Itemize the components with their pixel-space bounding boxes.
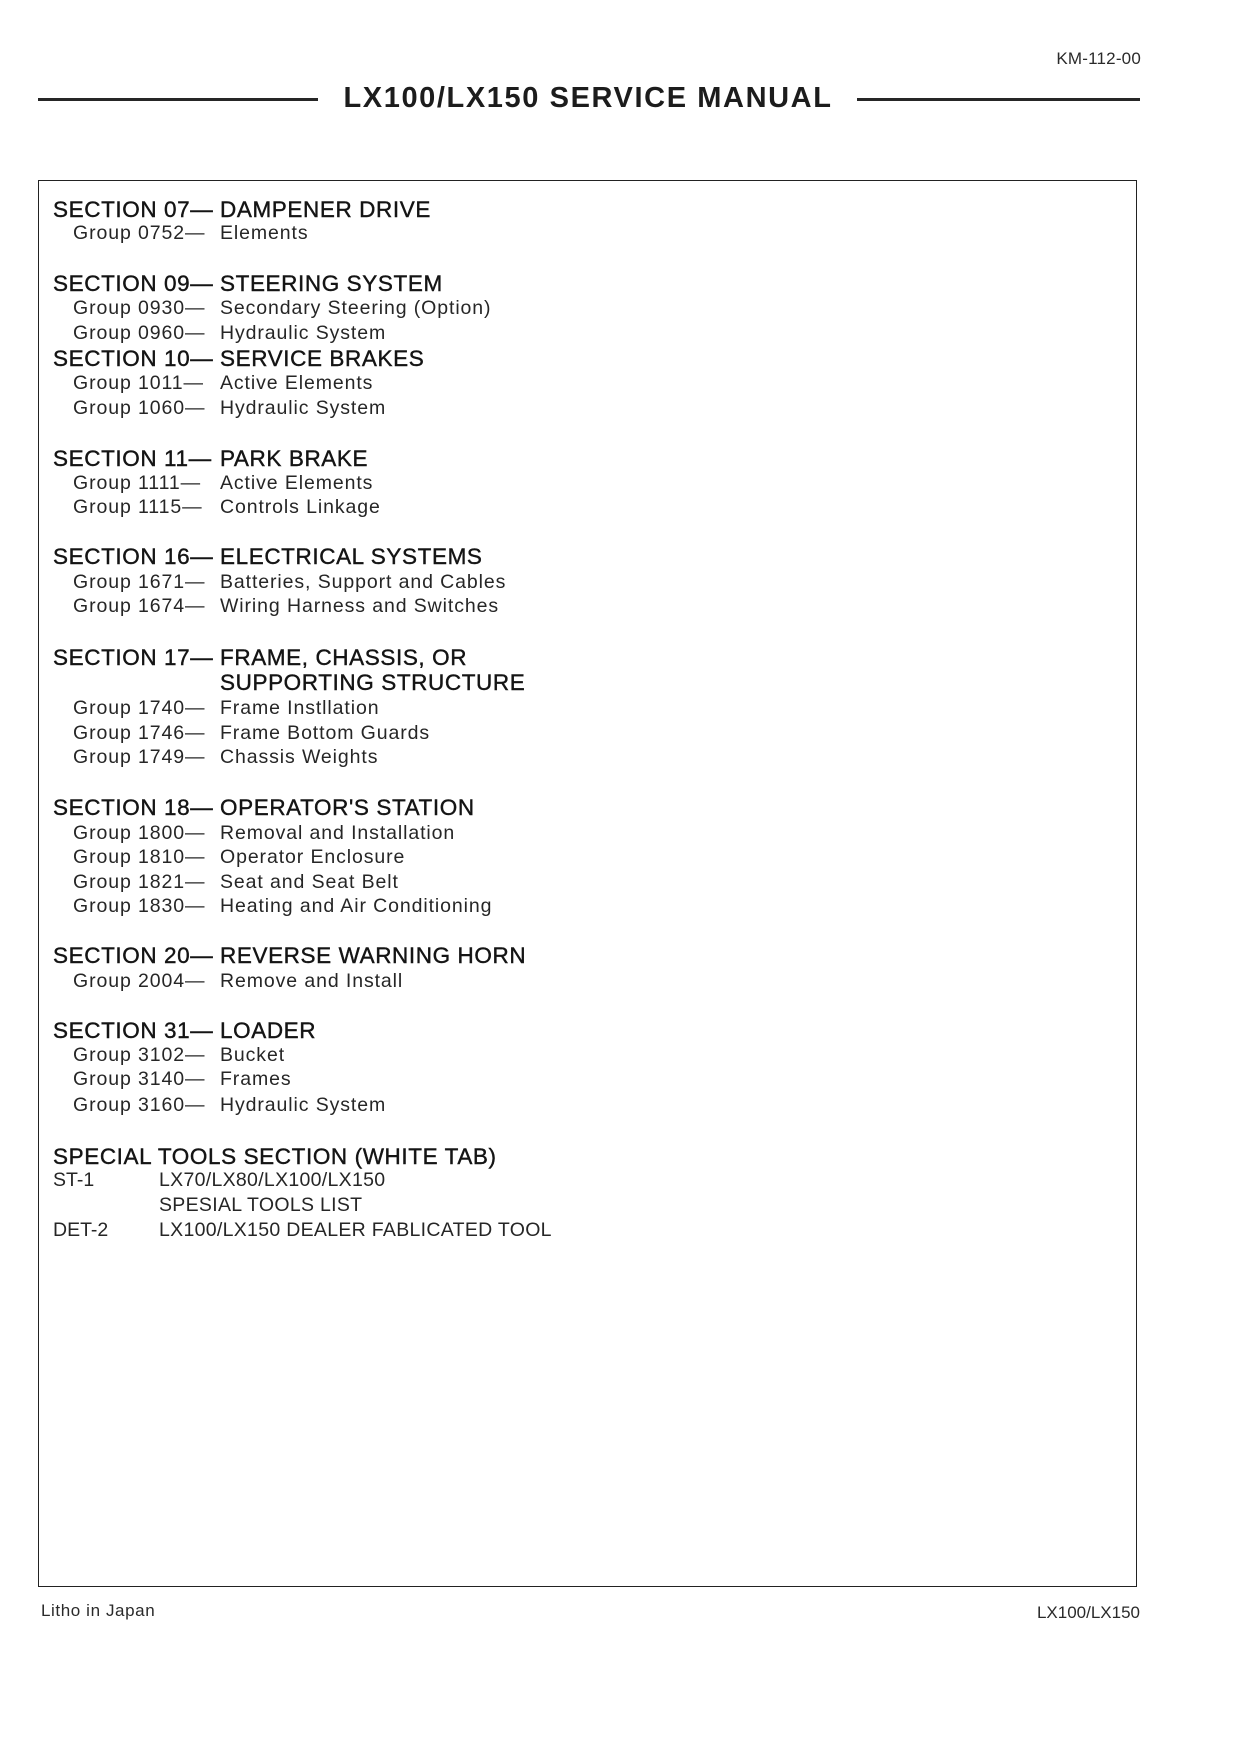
section-code: SECTION 18— [53, 795, 214, 820]
group-code: Group 1671— [73, 571, 206, 593]
group-code: Group 1810— [73, 846, 206, 868]
group-code: Group 1746— [73, 722, 206, 744]
group-title: Hydraulic System [220, 322, 387, 344]
group-title: Operator Enclosure [220, 846, 406, 868]
section-code: SECTION 11— [53, 446, 212, 471]
group-code: Group 0930— [73, 297, 206, 319]
group-code: Group 1830— [73, 895, 206, 917]
group-code: Group 1111— [73, 472, 202, 494]
group-code: Group 2004— [73, 970, 206, 992]
group-title: Heating and Air Conditioning [220, 895, 493, 917]
group-title: Hydraulic System [220, 1094, 387, 1116]
group-title: Removal and Installation [220, 822, 456, 844]
group-title: Active Elements [220, 472, 374, 494]
footer-model: LX100/LX150 [1036, 1603, 1140, 1622]
group-title: Controls Linkage [220, 496, 381, 518]
group-code: Group 0960— [73, 322, 206, 344]
section-code: SECTION 17— [53, 645, 214, 670]
group-code: Group 1821— [73, 871, 206, 893]
section-title: OPERATOR'S STATION [220, 795, 475, 820]
group-title: Frames [220, 1068, 292, 1090]
section-title: ELECTRICAL SYSTEMS [220, 544, 483, 569]
document-code: KM-112-00 [1056, 49, 1141, 68]
section-title: FRAME, CHASSIS, OR [220, 645, 468, 670]
section-code: SECTION 07— [53, 197, 214, 222]
group-code: Group 0752— [73, 222, 206, 244]
group-code: Group 1674— [73, 595, 206, 617]
section-title: REVERSE WARNING HORN [220, 943, 527, 968]
group-title: Chassis Weights [220, 746, 379, 768]
group-title: Frame Instllation [220, 697, 380, 719]
section-title: SERVICE BRAKES [220, 346, 425, 371]
section-code: SECTION 20— [53, 943, 214, 968]
group-code: Group 1011— [73, 372, 204, 394]
tool-code: DET-2 [53, 1219, 109, 1241]
group-title: Hydraulic System [220, 397, 387, 419]
section-title: DAMPENER DRIVE [220, 197, 431, 222]
group-code: Group 3140— [73, 1068, 206, 1090]
group-code: Group 3102— [73, 1044, 206, 1066]
group-title: Active Elements [220, 372, 374, 394]
tool-code: ST-1 [53, 1169, 95, 1191]
tool-title-line2: SPESIAL TOOLS LIST [159, 1194, 363, 1216]
footer-imprint: Litho in Japan [41, 1601, 156, 1620]
group-title: Batteries, Support and Cables [220, 571, 507, 593]
group-code: Group 1115— [73, 496, 203, 518]
group-code: Group 1740— [73, 697, 206, 719]
group-code: Group 1749— [73, 746, 206, 768]
group-title: Seat and Seat Belt [220, 871, 399, 893]
group-title: Secondary Steering (Option) [220, 297, 492, 319]
header-rule-left [38, 98, 318, 101]
group-code: Group 1800— [73, 822, 206, 844]
tool-title: LX100/LX150 DEALER FABLICATED TOOL [159, 1219, 552, 1241]
group-title: Wiring Harness and Switches [220, 595, 499, 617]
section-code: SECTION 31— [53, 1018, 214, 1043]
group-code: Group 3160— [73, 1094, 206, 1116]
group-title: Frame Bottom Guards [220, 722, 430, 744]
section-title: PARK BRAKE [220, 446, 369, 471]
group-title: Elements [220, 222, 309, 244]
tool-title: LX70/LX80/LX100/LX150 [159, 1169, 386, 1191]
group-code: Group 1060— [73, 397, 206, 419]
section-title-line2: SUPPORTING STRUCTURE [220, 670, 526, 695]
section-code: SECTION 10— [53, 346, 214, 371]
document-title: LX100/LX150 SERVICE MANUAL [343, 82, 833, 114]
section-code: SECTION 16— [53, 544, 214, 569]
section-code: SECTION 09— [53, 271, 214, 296]
section-title: LOADER [220, 1018, 317, 1043]
group-title: Bucket [220, 1044, 286, 1066]
special-tools-heading-text: SPECIAL TOOLS SECTION (WHITE TAB) [53, 1144, 497, 1169]
header-rule-right [857, 98, 1140, 101]
section-title: STEERING SYSTEM [220, 271, 443, 296]
group-title: Remove and Install [220, 970, 404, 992]
